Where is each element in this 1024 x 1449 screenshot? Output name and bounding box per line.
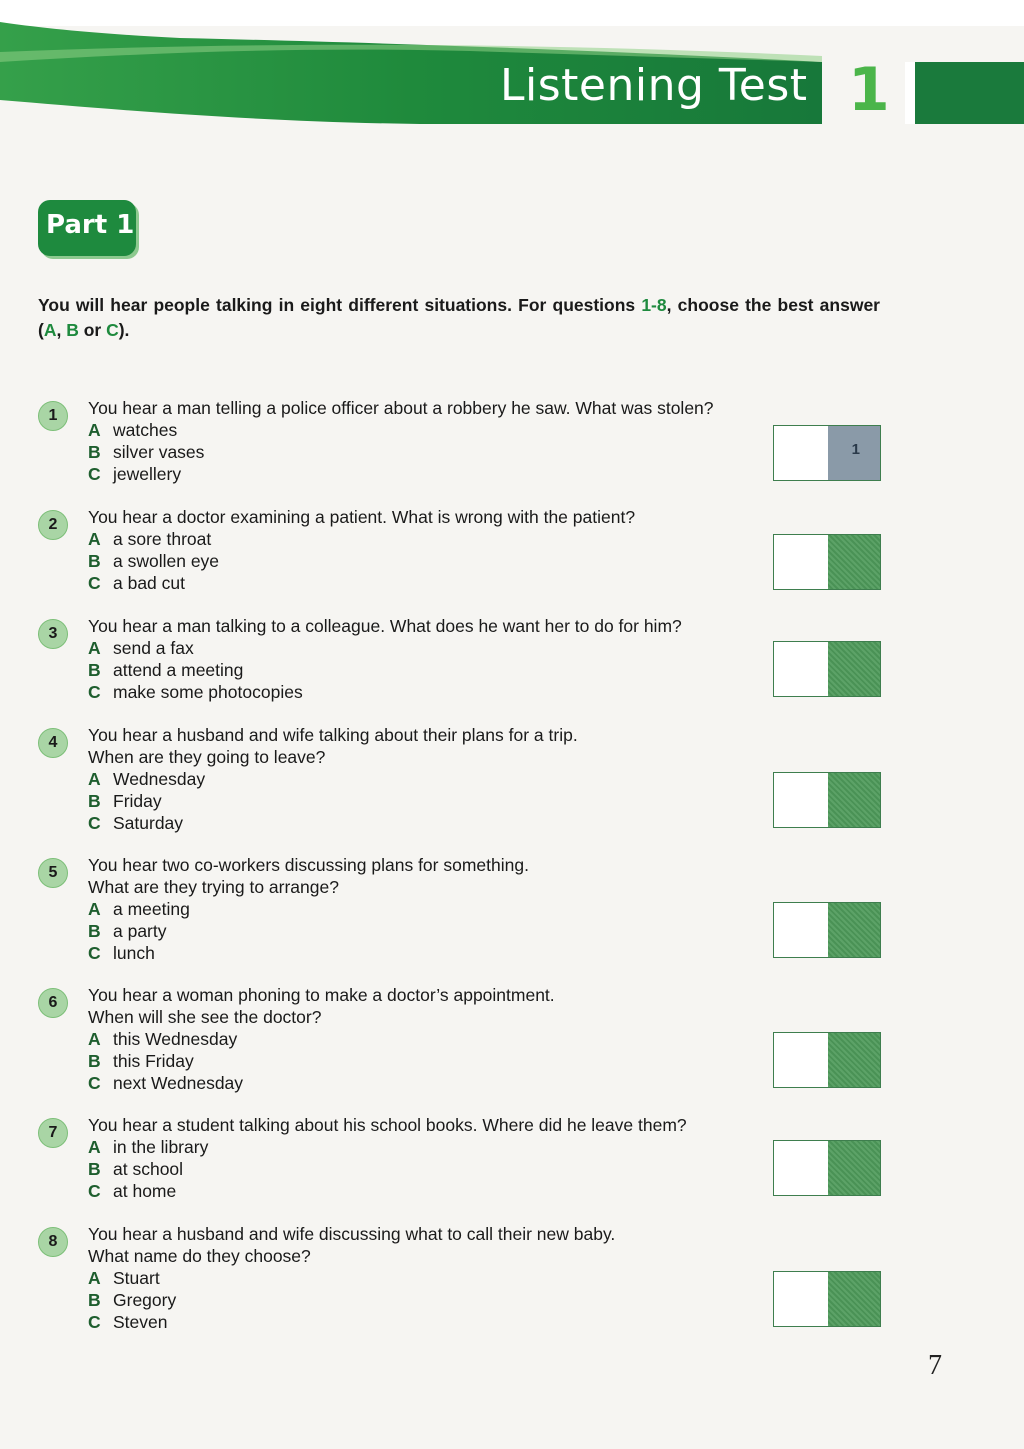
question-text: You hear a woman phoning to make a doctor’s appointment.	[88, 985, 555, 1005]
option-a	[88, 898, 788, 920]
option-text: this Friday	[113, 1051, 194, 1071]
option-letter: C	[88, 943, 101, 963]
question-number: 1	[38, 401, 68, 431]
option-letter: A	[88, 638, 101, 658]
question-text: You hear a doctor examining a patient. What is wrong with the patient?	[88, 507, 636, 527]
option-text: a meeting	[113, 899, 190, 919]
option-c	[88, 1180, 788, 1202]
page-number: 7	[928, 1350, 942, 1381]
part-label: Part 1	[46, 210, 135, 240]
option-b	[88, 550, 788, 572]
example-answer-label: 1	[851, 441, 860, 458]
question-text-line2: When will she see the doctor?	[88, 1007, 322, 1027]
option-c	[88, 1072, 788, 1094]
answer-box-shade	[828, 773, 880, 827]
question-body	[88, 854, 788, 964]
question-text: You hear two co-workers discussing plans for something.	[88, 855, 529, 875]
option-letter: B	[88, 1051, 101, 1071]
option-letter: C	[88, 1181, 101, 1201]
question-body	[88, 724, 788, 834]
option-b	[88, 659, 788, 681]
option-c	[88, 1311, 788, 1333]
answer-box[interactable]	[773, 772, 881, 828]
test-number: 1	[848, 55, 890, 125]
option-letter: C	[88, 1312, 101, 1332]
question-body	[88, 506, 788, 594]
question-text-line2: What name do they choose?	[88, 1246, 311, 1266]
answer-box[interactable]	[773, 641, 881, 697]
answer-box-shade	[828, 642, 880, 696]
option-text: this Wednesday	[113, 1029, 238, 1049]
instructions-text: , choose the best answer (	[38, 295, 880, 340]
option-b	[88, 790, 788, 812]
answer-box-shade	[828, 903, 880, 957]
answer-box[interactable]	[773, 1032, 881, 1088]
option-letter: B	[88, 551, 101, 571]
option-a	[88, 768, 788, 790]
question-text: You hear a husband and wife talking about their plans for a trip.	[88, 725, 578, 745]
option-text: silver vases	[113, 442, 205, 462]
option-text: Gregory	[113, 1290, 177, 1310]
instructions-text: ,	[56, 320, 67, 340]
instructions	[38, 293, 880, 343]
option-text: attend a meeting	[113, 660, 244, 680]
question-text-line2: When are they going to leave?	[88, 747, 326, 767]
option-c	[88, 463, 788, 485]
option-letter: A	[88, 529, 101, 549]
answer-box[interactable]	[773, 534, 881, 590]
option-a	[88, 528, 788, 550]
option-letter: B	[88, 442, 101, 462]
option-text: send a fax	[113, 638, 194, 658]
option-letter: B	[88, 1159, 101, 1179]
option-c	[88, 812, 788, 834]
option-text: Wednesday	[113, 769, 206, 789]
option-text: watches	[113, 420, 178, 440]
answer-box-shade	[828, 1141, 880, 1195]
option-b	[88, 441, 788, 463]
answer-box[interactable]	[773, 902, 881, 958]
question-body	[88, 1114, 788, 1202]
option-c	[88, 681, 788, 703]
question-body	[88, 1223, 788, 1333]
option-letter: C	[88, 1073, 101, 1093]
option-text: Saturday	[113, 813, 184, 833]
instructions-range: 1-8	[641, 295, 667, 315]
option-b	[88, 1158, 788, 1180]
question-body	[88, 615, 788, 703]
option-b	[88, 1289, 788, 1311]
option-letter: C	[88, 464, 101, 484]
question-text: You hear a man telling a police officer about a robbery he saw. What was stolen?	[88, 398, 714, 418]
answer-box[interactable]	[773, 425, 881, 481]
option-letter: C	[88, 682, 101, 702]
option-text: at school	[113, 1159, 184, 1179]
answer-box[interactable]	[773, 1271, 881, 1327]
option-text: Stuart	[113, 1268, 160, 1288]
option-c	[88, 942, 788, 964]
question-number: 6	[38, 988, 68, 1018]
option-a	[88, 1267, 788, 1289]
option-letter: A	[88, 1137, 101, 1157]
option-letter: A	[88, 420, 101, 440]
question-body	[88, 984, 788, 1094]
option-letter: A	[88, 769, 101, 789]
option-letter: B	[88, 1290, 101, 1310]
option-text: a bad cut	[113, 573, 185, 593]
option-text: a sore throat	[113, 529, 212, 549]
option-text: Steven	[113, 1312, 168, 1332]
instructions-option-b: B	[66, 320, 79, 340]
option-text: lunch	[113, 943, 155, 963]
option-text: jewellery	[113, 464, 182, 484]
option-a	[88, 637, 788, 659]
option-c	[88, 572, 788, 594]
option-text: Friday	[113, 791, 162, 811]
option-text: make some photocopies	[113, 682, 303, 702]
option-text: at home	[113, 1181, 177, 1201]
question-number: 4	[38, 728, 68, 758]
question-text-line2: What are they trying to arrange?	[88, 877, 339, 897]
part-badge	[38, 200, 136, 256]
option-letter: A	[88, 899, 101, 919]
option-text: in the library	[113, 1137, 209, 1157]
question-number: 8	[38, 1227, 68, 1257]
option-a	[88, 1028, 788, 1050]
option-letter: C	[88, 813, 101, 833]
instructions-option-a: A	[43, 320, 57, 340]
question-text: You hear a man talking to a colleague. What does he want her to do for him?	[88, 616, 682, 636]
question-text: You hear a student talking about his school books. Where did he leave them?	[88, 1115, 687, 1135]
question-number: 2	[38, 510, 68, 540]
question-text: You hear a husband and wife discussing what to call their new baby.	[88, 1224, 616, 1244]
option-letter: A	[88, 1268, 101, 1288]
question-body	[88, 397, 788, 485]
page-title: Listening Test	[500, 60, 808, 111]
instructions-text: ).	[118, 320, 130, 340]
option-text: a party	[113, 921, 167, 941]
option-letter: B	[88, 791, 101, 811]
option-letter: B	[88, 921, 101, 941]
option-a	[88, 1136, 788, 1158]
instructions-text: You will hear people talking in eight different situations. For questions	[38, 295, 642, 315]
answer-box-shade	[828, 535, 880, 589]
question-number: 7	[38, 1118, 68, 1148]
answer-box-shade	[828, 1033, 880, 1087]
instructions-text: or	[78, 320, 107, 340]
question-number: 5	[38, 858, 68, 888]
question-number: 3	[38, 619, 68, 649]
option-text: a swollen eye	[113, 551, 220, 571]
answer-box-shade	[828, 1272, 880, 1326]
instructions-option-c: C	[106, 320, 119, 340]
option-text: next Wednesday	[113, 1073, 244, 1093]
option-letter: C	[88, 573, 101, 593]
answer-box[interactable]	[773, 1140, 881, 1196]
option-a	[88, 419, 788, 441]
option-b	[88, 1050, 788, 1072]
option-b	[88, 920, 788, 942]
option-letter: B	[88, 660, 101, 680]
option-letter: A	[88, 1029, 101, 1049]
